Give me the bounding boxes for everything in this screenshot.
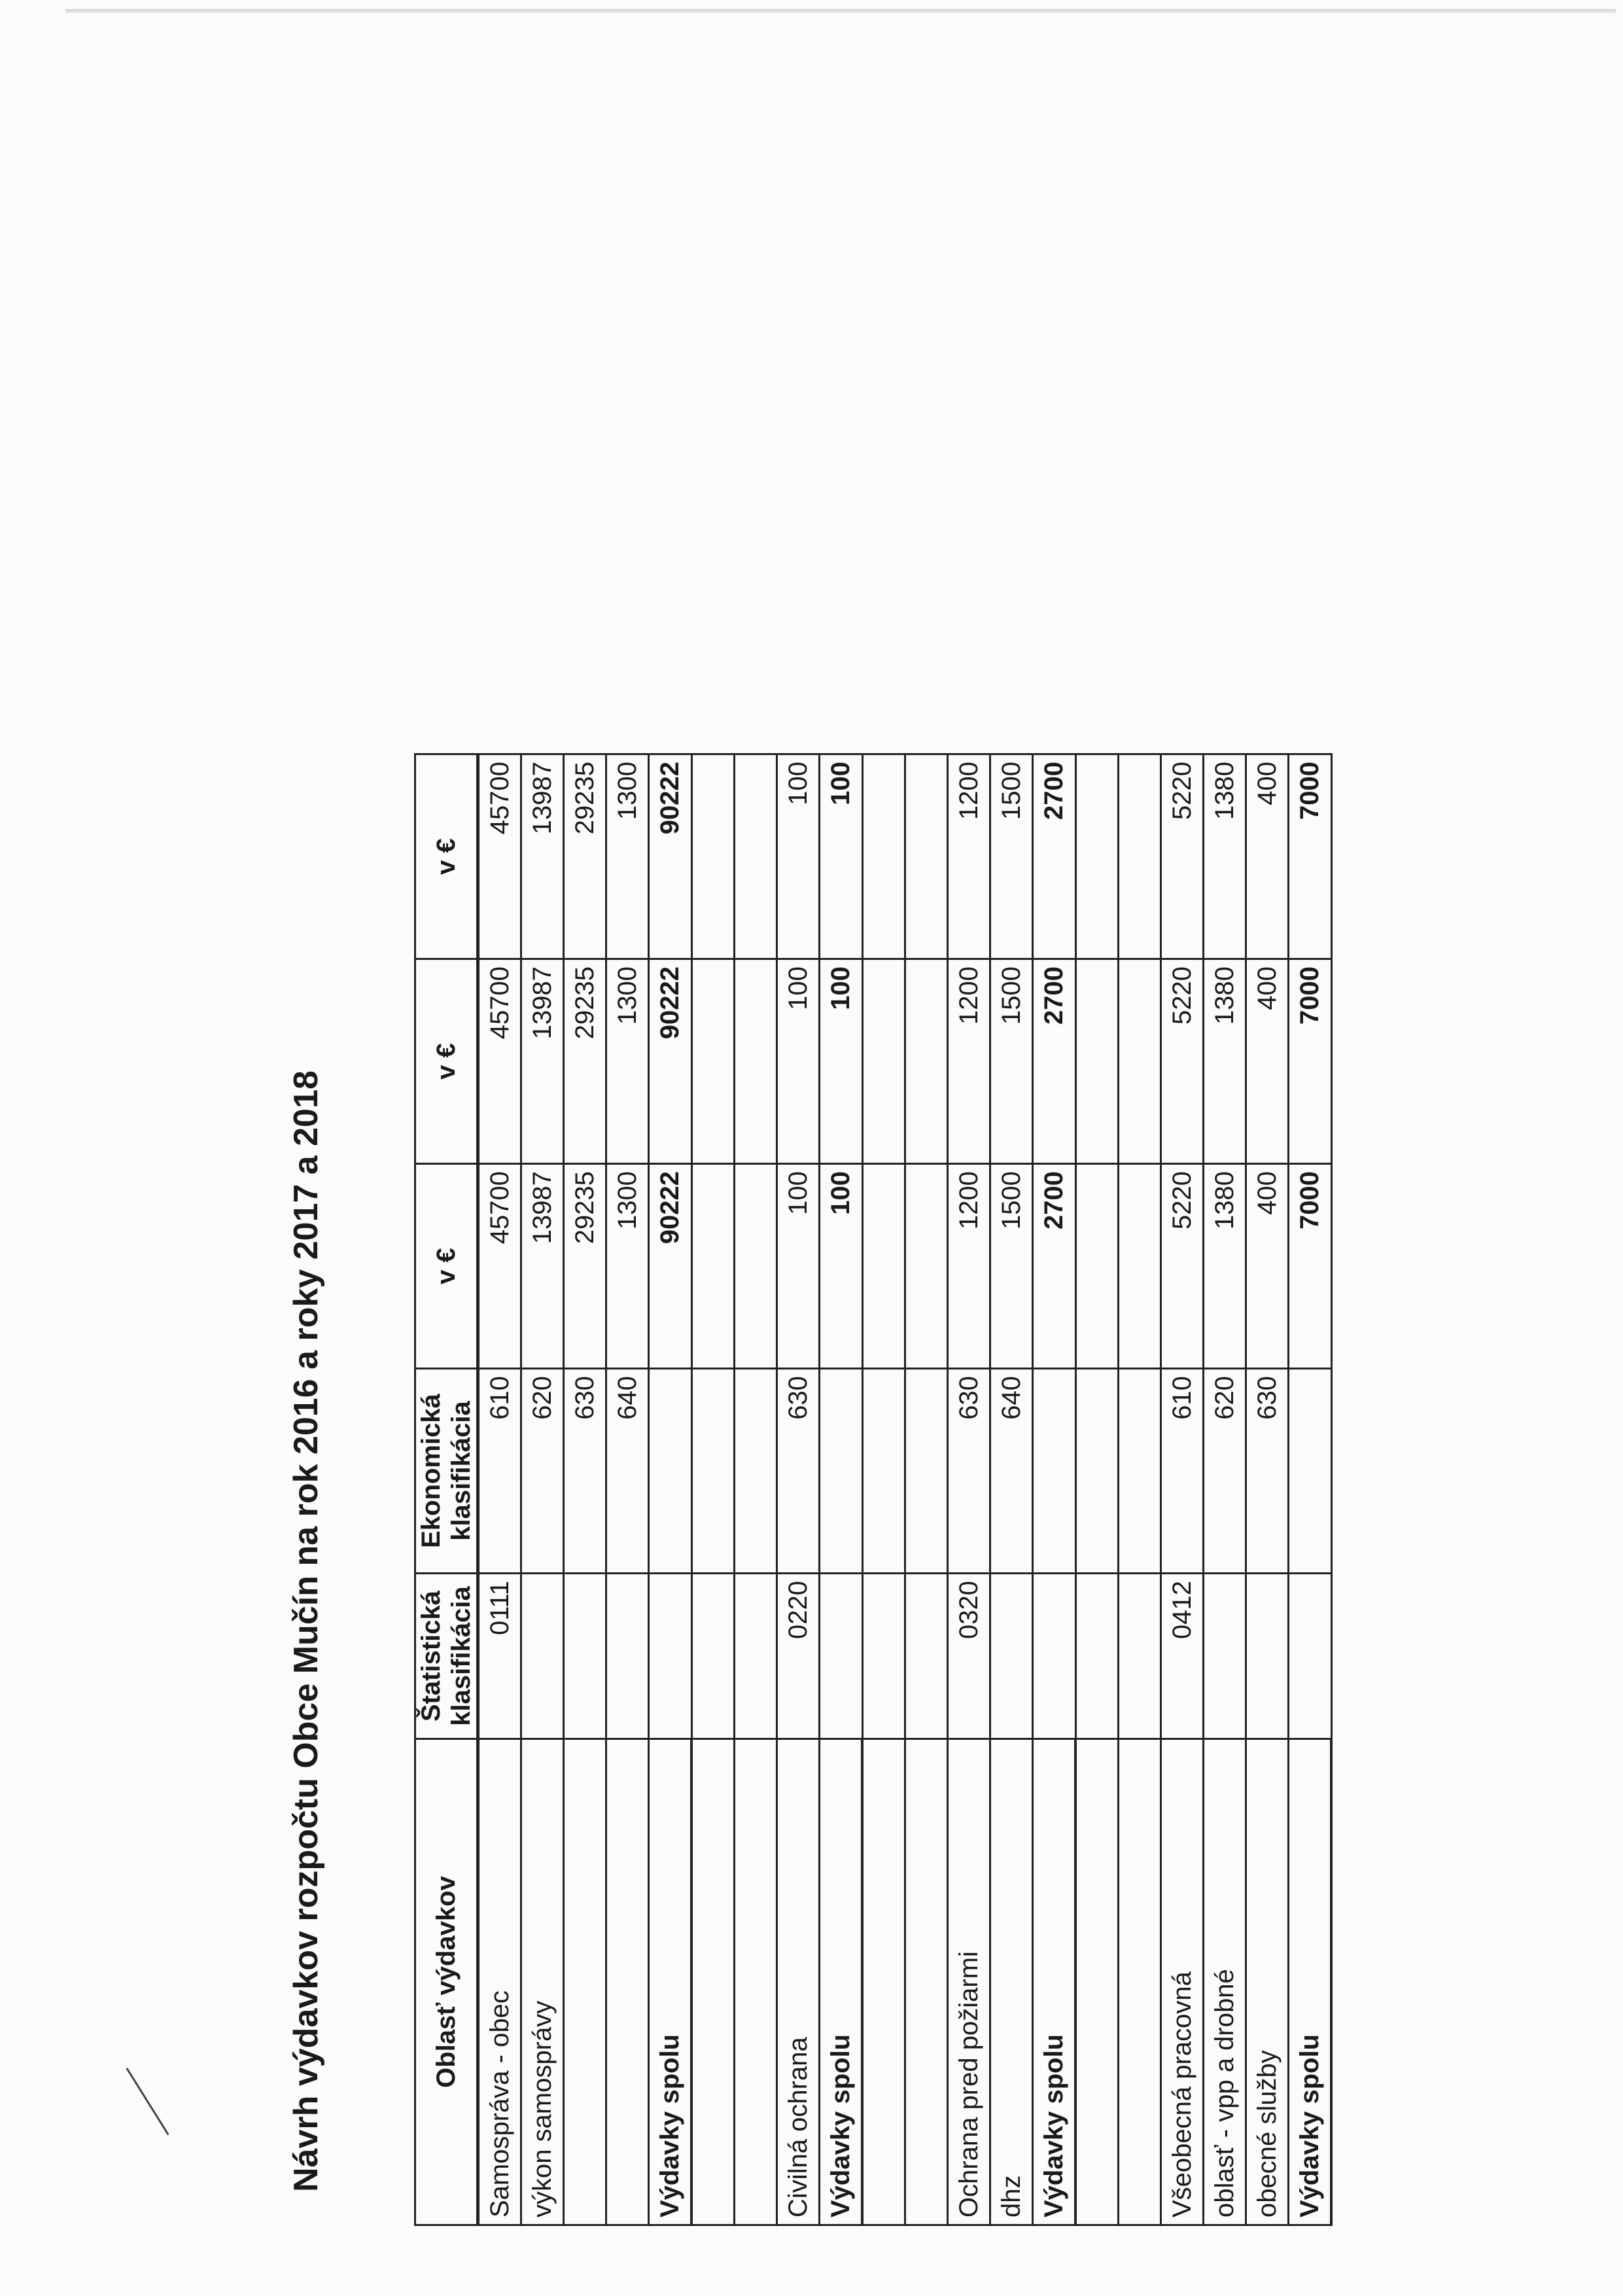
cell-amount-2016 bbox=[735, 1164, 777, 1369]
cell-economic: 640 bbox=[606, 1369, 649, 1574]
total-row bbox=[820, 754, 863, 2225]
cell-area: Samospráva - obec bbox=[478, 1739, 521, 2225]
cell-amount-2016: 1200 bbox=[948, 1164, 990, 1369]
cell-amount-2016: 1300 bbox=[606, 1164, 649, 1369]
table-row bbox=[948, 754, 990, 2225]
cell-area: Civilná ochrana bbox=[777, 1739, 820, 2225]
table-row bbox=[606, 754, 649, 2225]
cell-amount-2017 bbox=[905, 959, 948, 1164]
cell-amount-2018: 1200 bbox=[948, 754, 990, 959]
blank-row bbox=[691, 754, 735, 2225]
cell-statistical bbox=[649, 1574, 692, 1739]
cell-amount-2016: 2700 bbox=[1033, 1164, 1076, 1369]
cell-area: oblasť - vpp a drobné bbox=[1204, 1739, 1246, 2225]
table-header-row bbox=[415, 754, 478, 2225]
cell-statistical bbox=[862, 1574, 905, 1739]
header-economic-classification bbox=[415, 1369, 478, 1574]
cell-statistical bbox=[735, 1574, 777, 1739]
document-title: Návrh výdavkov rozpočtu Obce Mučín na rok 2016 a roky 2017 a 2018 bbox=[287, 1070, 325, 2192]
cell-amount-2017: 100 bbox=[820, 959, 863, 1164]
cell-amount-2018: 45700 bbox=[478, 754, 521, 959]
header-amount-2017: v € bbox=[415, 959, 478, 1164]
cell-amount-2018: 1300 bbox=[606, 754, 649, 959]
cell-amount-2018: 7000 bbox=[1289, 754, 1332, 959]
cell-area bbox=[606, 1739, 649, 2225]
cell-amount-2017: 100 bbox=[777, 959, 820, 1164]
cell-amount-2017: 5220 bbox=[1161, 959, 1204, 1164]
cell-amount-2017: 45700 bbox=[478, 959, 521, 1164]
cell-amount-2017 bbox=[1119, 959, 1161, 1164]
blank-row bbox=[735, 754, 777, 2225]
cell-amount-2017: 13987 bbox=[521, 959, 564, 1164]
cell-area bbox=[1119, 1739, 1161, 2225]
cell-amount-2018: 13987 bbox=[521, 754, 564, 959]
cell-amount-2016 bbox=[1119, 1164, 1161, 1369]
table-row bbox=[1161, 754, 1204, 2225]
cell-area bbox=[1075, 1739, 1119, 2225]
cell-amount-2017: 400 bbox=[1246, 959, 1289, 1164]
scan-edge-shadow bbox=[65, 9, 1616, 13]
cell-amount-2016 bbox=[691, 1164, 735, 1369]
cell-amount-2017 bbox=[1075, 959, 1119, 1164]
cell-amount-2016 bbox=[1075, 1164, 1119, 1369]
cell-amount-2018 bbox=[862, 754, 905, 959]
cell-statistical bbox=[691, 1574, 735, 1739]
cell-amount-2017: 1300 bbox=[606, 959, 649, 1164]
cell-amount-2017: 2700 bbox=[1033, 959, 1076, 1164]
stray-pen-mark bbox=[126, 2068, 169, 2135]
budget-table bbox=[414, 753, 1333, 2226]
cell-economic bbox=[1075, 1369, 1119, 1574]
table-row bbox=[1204, 754, 1246, 2225]
rotated-document bbox=[273, 615, 1324, 2251]
cell-area: Výdavky spolu bbox=[820, 1739, 863, 2225]
cell-economic: 620 bbox=[521, 1369, 564, 1574]
cell-economic bbox=[905, 1369, 948, 1574]
cell-statistical bbox=[1119, 1574, 1161, 1739]
cell-statistical bbox=[1204, 1574, 1246, 1739]
cell-amount-2018: 2700 bbox=[1033, 754, 1076, 959]
cell-economic: 630 bbox=[564, 1369, 606, 1574]
cell-economic: 610 bbox=[1161, 1369, 1204, 1574]
cell-statistical bbox=[521, 1574, 564, 1739]
cell-area bbox=[691, 1739, 735, 2225]
blank-row bbox=[1075, 754, 1119, 2225]
cell-economic bbox=[1119, 1369, 1161, 1574]
table-row bbox=[478, 754, 521, 2225]
header-stat-line2: klasifikácia bbox=[447, 1586, 476, 1726]
header-stat-line1: Štatistická bbox=[417, 1590, 445, 1722]
cell-amount-2018: 5220 bbox=[1161, 754, 1204, 959]
cell-statistical bbox=[1289, 1574, 1332, 1739]
cell-amount-2016: 5220 bbox=[1161, 1164, 1204, 1369]
table-row bbox=[777, 754, 820, 2225]
cell-amount-2018: 100 bbox=[820, 754, 863, 959]
cell-statistical bbox=[990, 1574, 1033, 1739]
cell-economic bbox=[862, 1369, 905, 1574]
blank-row bbox=[905, 754, 948, 2225]
cell-statistical bbox=[1246, 1574, 1289, 1739]
cell-area: výkon samosprávy bbox=[521, 1739, 564, 2225]
cell-statistical: 0111 bbox=[478, 1574, 521, 1739]
cell-amount-2016: 13987 bbox=[521, 1164, 564, 1369]
total-row bbox=[649, 754, 692, 2225]
cell-statistical: 0220 bbox=[777, 1574, 820, 1739]
cell-statistical bbox=[606, 1574, 649, 1739]
cell-amount-2018 bbox=[1075, 754, 1119, 959]
cell-amount-2016: 1380 bbox=[1204, 1164, 1246, 1369]
cell-economic bbox=[649, 1369, 692, 1574]
cell-amount-2016: 7000 bbox=[1289, 1164, 1332, 1369]
cell-area bbox=[564, 1739, 606, 2225]
header-econ-line2: klasifikácia bbox=[447, 1401, 476, 1541]
cell-economic: 610 bbox=[478, 1369, 521, 1574]
cell-amount-2016: 29235 bbox=[564, 1164, 606, 1369]
cell-economic bbox=[1033, 1369, 1076, 1574]
cell-economic: 630 bbox=[948, 1369, 990, 1574]
cell-amount-2017: 1200 bbox=[948, 959, 990, 1164]
cell-statistical bbox=[564, 1574, 606, 1739]
cell-amount-2017 bbox=[735, 959, 777, 1164]
cell-area: Výdavky spolu bbox=[1289, 1739, 1332, 2225]
cell-economic: 630 bbox=[777, 1369, 820, 1574]
cell-amount-2016: 100 bbox=[777, 1164, 820, 1369]
cell-area: Výdavky spolu bbox=[649, 1739, 692, 2225]
header-amount-2018: v € bbox=[415, 754, 478, 959]
cell-amount-2018 bbox=[905, 754, 948, 959]
cell-statistical bbox=[1075, 1574, 1119, 1739]
cell-amount-2016: 90222 bbox=[649, 1164, 692, 1369]
cell-amount-2016: 1500 bbox=[990, 1164, 1033, 1369]
blank-row bbox=[1119, 754, 1161, 2225]
total-row bbox=[1289, 754, 1332, 2225]
cell-area bbox=[905, 1739, 948, 2225]
cell-economic bbox=[735, 1369, 777, 1574]
header-statistical-classification bbox=[415, 1574, 478, 1739]
cell-amount-2018: 1380 bbox=[1204, 754, 1246, 959]
cell-amount-2017 bbox=[691, 959, 735, 1164]
cell-statistical bbox=[820, 1574, 863, 1739]
table-row bbox=[564, 754, 606, 2225]
cell-area: Ochrana pred požiarmi bbox=[948, 1739, 990, 2225]
cell-economic: 630 bbox=[1246, 1369, 1289, 1574]
cell-economic bbox=[1289, 1369, 1332, 1574]
table-row bbox=[1246, 754, 1289, 2225]
cell-area: Výdavky spolu bbox=[1033, 1739, 1076, 2225]
cell-amount-2018: 400 bbox=[1246, 754, 1289, 959]
cell-amount-2017: 90222 bbox=[649, 959, 692, 1164]
header-amount-2016: v € bbox=[415, 1164, 478, 1369]
table-row bbox=[990, 754, 1033, 2225]
cell-statistical bbox=[905, 1574, 948, 1739]
cell-amount-2016 bbox=[862, 1164, 905, 1369]
cell-amount-2017: 7000 bbox=[1289, 959, 1332, 1164]
cell-area: Všeobecná pracovná bbox=[1161, 1739, 1204, 2225]
cell-amount-2018 bbox=[691, 754, 735, 959]
cell-statistical: 0320 bbox=[948, 1574, 990, 1739]
cell-amount-2018: 1500 bbox=[990, 754, 1033, 959]
total-row bbox=[1033, 754, 1076, 2225]
cell-amount-2016: 400 bbox=[1246, 1164, 1289, 1369]
cell-area: obecné služby bbox=[1246, 1739, 1289, 2225]
cell-statistical: 0412 bbox=[1161, 1574, 1204, 1739]
cell-amount-2016: 100 bbox=[820, 1164, 863, 1369]
header-econ-line1: Ekonomická bbox=[417, 1394, 445, 1548]
cell-area bbox=[735, 1739, 777, 2225]
header-area: Oblasť výdavkov bbox=[415, 1739, 478, 2225]
cell-economic: 620 bbox=[1204, 1369, 1246, 1574]
table-body bbox=[478, 754, 1332, 2225]
cell-amount-2016 bbox=[905, 1164, 948, 1369]
cell-statistical bbox=[1033, 1574, 1076, 1739]
cell-amount-2018: 90222 bbox=[649, 754, 692, 959]
cell-economic bbox=[691, 1369, 735, 1574]
cell-area: dhz bbox=[990, 1739, 1033, 2225]
table-row bbox=[521, 754, 564, 2225]
cell-amount-2017: 1380 bbox=[1204, 959, 1246, 1164]
cell-amount-2017: 29235 bbox=[564, 959, 606, 1164]
cell-amount-2018 bbox=[735, 754, 777, 959]
cell-amount-2018 bbox=[1119, 754, 1161, 959]
cell-amount-2017: 1500 bbox=[990, 959, 1033, 1164]
blank-row bbox=[862, 754, 905, 2225]
cell-area bbox=[862, 1739, 905, 2225]
cell-amount-2018: 100 bbox=[777, 754, 820, 959]
cell-amount-2016: 45700 bbox=[478, 1164, 521, 1369]
cell-economic bbox=[820, 1369, 863, 1574]
cell-amount-2018: 29235 bbox=[564, 754, 606, 959]
cell-amount-2017 bbox=[862, 959, 905, 1164]
cell-economic: 640 bbox=[990, 1369, 1033, 1574]
